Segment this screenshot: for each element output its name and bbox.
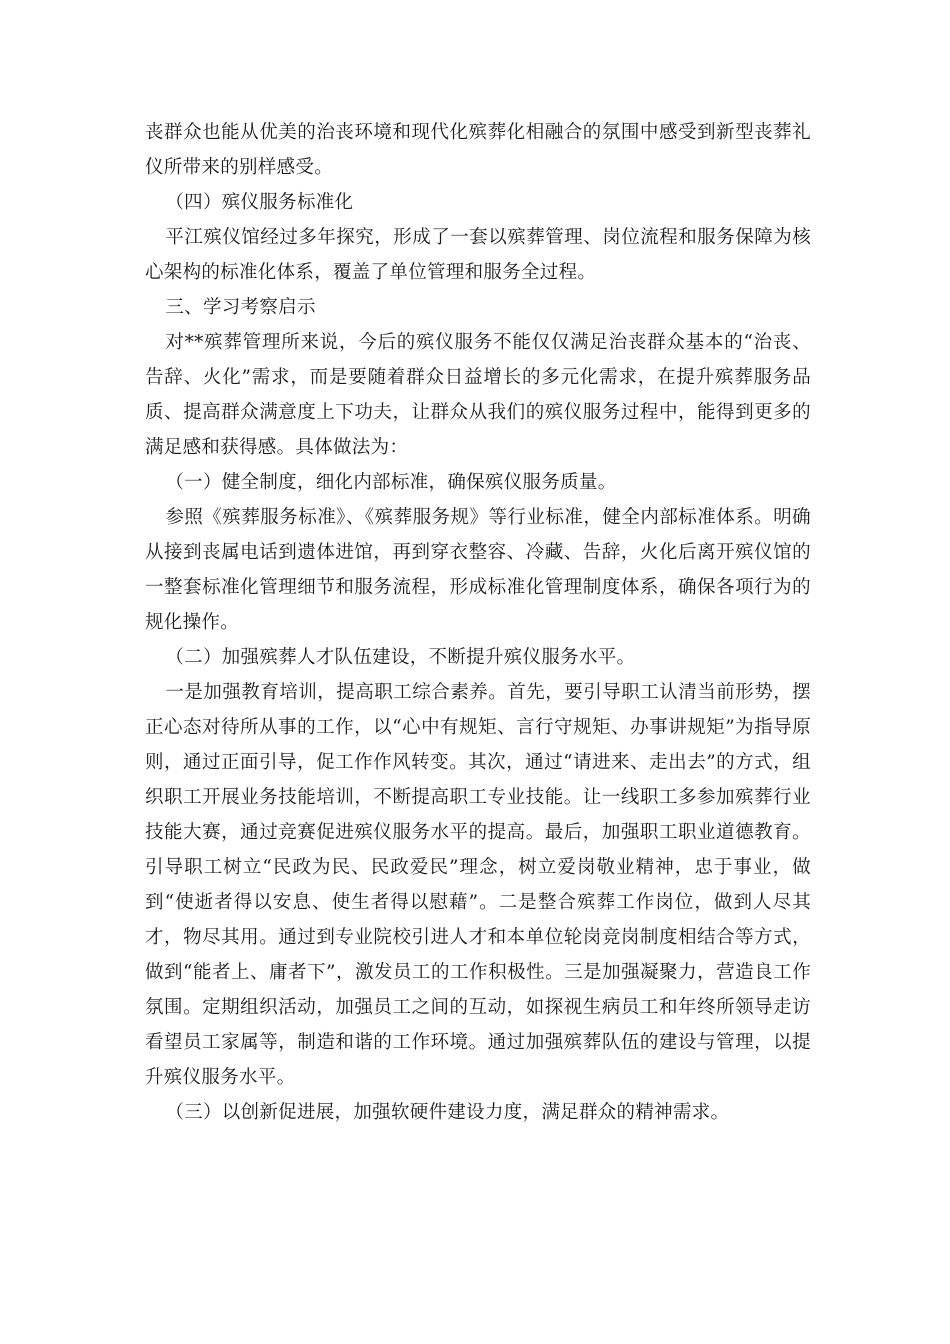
paragraph: 参照《殡葬服务标准》、《殡葬服务规》等行业标准，健全内部标准体系。明确从接到丧属电话到遗体进馆，再到穿衣整容、冷藏、告辞，火化后离开殡仪馆的一整套标准化管理细节和服务流程，形成标准化管理制度体系，确保各项行为的规化操作。 bbox=[145, 507, 811, 633]
paragraph: 一是加强教育培训，提高职工综合素养。首先，要引导职工认清当前形势，摆正心态对待所从事的工作，以“心中有规矩、言行守规矩、办事讲规矩”为指导原则，通过正面引导，促工作作风转变。其次，通过“请进来、走出去”的方式，组织职工开展业务技能培训，不断提高职工专业技能。让一线职工多参加殡葬行业技能大赛，通过竞赛促进殡仪服务水平的提高。最后，加强职工职业道德教育。引导职工树立“民政为民、民政爱民”理念，树立爱岗敬业精神，忠于事业，做到“使逝者得以安息、使生者得以慰藉”。二是整合殡葬工作岗位，做到人尽其才，物尽其用。通过到专业院校引进人才和本单位轮岗竞岗制度相结合等方式，做到“能者上、庸者下”，激发员工的工作积极性。三是加强凝聚力，营造良工作氛围。定期组织活动，加强员工之间的互动，如探视生病员工和年终所领导走访看望员工家属等，制造和谐的工作环境。通过加强殡葬队伍的建设与管理，以提升殡仪服务水平。 bbox=[145, 682, 811, 1088]
section-heading: （一）健全制度，细化内部标准，确保殡仪服务质量。 bbox=[165, 472, 617, 493]
paragraph: 对**殡葬管理所来说，今后的殡仪服务不能仅仅满足治丧群众基本的“治丧、告辞、火化”需求，而是要随着群众日益增长的多元化需求，在提升殡葬服务品质、提高群众满意度上下功夫，让群众从我们的殡仪服务过程中，能得到更多的满足感和获得感。具体做法为： bbox=[145, 332, 811, 458]
paragraph: 丧群众也能从优美的治丧环境和现代化殡葬化相融合的氛围中感受到新型丧葬礼仪所带来的别样感受。 bbox=[145, 122, 811, 178]
section-heading: （四）殡仪服务标准化 bbox=[165, 192, 354, 213]
section-heading: （二）加强殡葬人才队伍建设，不断提升殡仪服务水平。 bbox=[165, 647, 636, 668]
paragraph: 平江殡仪馆经过多年探究，形成了一套以殡葬管理、岗位流程和服务保障为核心架构的标准化体系，覆盖了单位管理和服务全过程。 bbox=[145, 227, 811, 283]
document-body bbox=[145, 115, 811, 1130]
section-heading: （三）以创新促进展，加强软硬件建设力度，满足群众的精神需求。 bbox=[165, 1102, 730, 1123]
section-heading: 三、学习考察启示 bbox=[165, 297, 316, 318]
